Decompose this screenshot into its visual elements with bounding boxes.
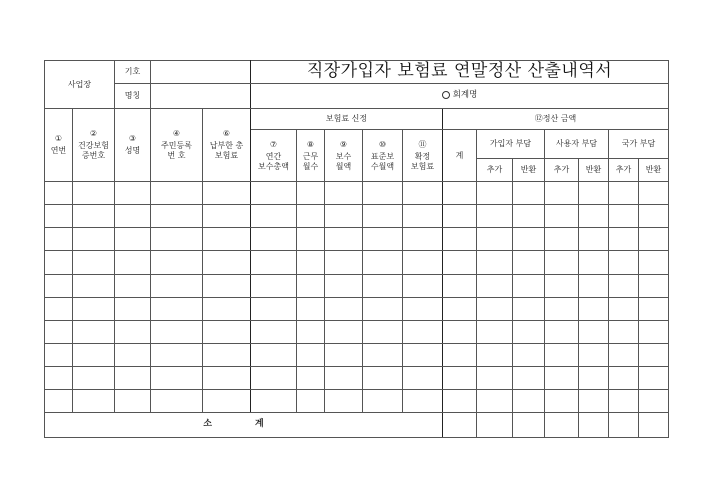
table-cell[interactable] [73, 343, 115, 366]
table-cell[interactable] [115, 228, 151, 251]
table-cell[interactable] [545, 343, 579, 366]
table-cell[interactable] [251, 228, 297, 251]
table-cell[interactable] [545, 251, 579, 274]
table-cell[interactable] [297, 205, 325, 228]
table-cell[interactable] [325, 389, 363, 412]
header-work-months: ⑧ 근무 월수 [297, 130, 325, 182]
table-cell[interactable] [363, 366, 403, 389]
header-monthly-pay: ⑨ 보수 월액 [325, 130, 363, 182]
table-cell[interactable] [403, 389, 443, 412]
table-cell[interactable] [443, 320, 477, 343]
table-cell[interactable] [151, 182, 203, 205]
table-cell[interactable] [545, 182, 579, 205]
table-cell[interactable] [513, 251, 545, 274]
workplace-label: 사업장 [45, 61, 115, 109]
table-cell[interactable] [609, 205, 639, 228]
table-cell[interactable] [297, 389, 325, 412]
table-row [45, 389, 669, 412]
data-rows [45, 182, 669, 413]
table-cell[interactable] [363, 389, 403, 412]
table-row [45, 297, 669, 320]
table-cell[interactable] [513, 274, 545, 297]
table-cell[interactable] [325, 274, 363, 297]
table-cell[interactable] [639, 389, 669, 412]
table-cell[interactable] [477, 366, 513, 389]
table-cell[interactable] [403, 297, 443, 320]
table-cell[interactable] [251, 366, 297, 389]
table-cell[interactable] [203, 320, 251, 343]
table-row [45, 343, 669, 366]
table-cell[interactable] [443, 389, 477, 412]
circle-icon[interactable] [442, 91, 450, 99]
table-cell[interactable] [115, 343, 151, 366]
header-state-share: 국가 부담 [609, 130, 669, 159]
subtotal-cell[interactable] [513, 412, 545, 437]
table-cell[interactable] [609, 251, 639, 274]
header-person-name: ③ 성명 [115, 109, 151, 182]
table-cell[interactable] [363, 228, 403, 251]
table-cell[interactable] [73, 274, 115, 297]
table-cell[interactable] [297, 320, 325, 343]
table-cell[interactable] [151, 228, 203, 251]
table-cell[interactable] [115, 297, 151, 320]
table-cell[interactable] [73, 320, 115, 343]
table-cell[interactable] [73, 389, 115, 412]
table-cell[interactable] [609, 297, 639, 320]
table-cell[interactable] [545, 320, 579, 343]
table-cell[interactable] [609, 182, 639, 205]
subtotal-label-cell [45, 412, 443, 437]
table-cell[interactable] [45, 343, 73, 366]
table-cell[interactable] [73, 297, 115, 320]
header-state-add: 추가 [609, 159, 639, 182]
table-cell[interactable] [403, 251, 443, 274]
header-insurance-no: ② 건강보험 증번호 [73, 109, 115, 182]
subtotal-cell[interactable] [639, 412, 669, 437]
table-cell[interactable] [73, 205, 115, 228]
form-table [44, 60, 669, 438]
table-cell[interactable] [403, 205, 443, 228]
table-cell[interactable] [297, 228, 325, 251]
table-cell[interactable] [325, 343, 363, 366]
table-cell[interactable] [513, 205, 545, 228]
table-cell[interactable] [251, 320, 297, 343]
table-cell[interactable] [115, 251, 151, 274]
table-cell[interactable] [203, 343, 251, 366]
table-cell[interactable] [45, 182, 73, 205]
table-cell[interactable] [579, 205, 609, 228]
table-cell[interactable] [545, 297, 579, 320]
header-serial: ① 연번 [45, 109, 73, 182]
header-premium-report: 보험료 신정 [251, 109, 443, 130]
table-cell[interactable] [325, 228, 363, 251]
table-cell[interactable] [579, 297, 609, 320]
table-cell[interactable] [477, 320, 513, 343]
table-cell[interactable] [403, 228, 443, 251]
table-cell[interactable] [443, 182, 477, 205]
table-cell[interactable] [297, 297, 325, 320]
table-cell[interactable] [45, 320, 73, 343]
settlement-form [44, 60, 668, 438]
table-cell[interactable] [251, 343, 297, 366]
table-cell[interactable] [639, 274, 669, 297]
table-cell[interactable] [151, 251, 203, 274]
header-resident-no: ④ 주민등록 번 호 [151, 109, 203, 182]
table-cell[interactable] [251, 297, 297, 320]
table-cell[interactable] [477, 182, 513, 205]
table-cell[interactable] [513, 320, 545, 343]
table-cell[interactable] [45, 228, 73, 251]
table-cell[interactable] [251, 205, 297, 228]
subtotal-cell[interactable] [477, 412, 513, 437]
header-confirmed-premium: ⑪ 확정 보험료 [403, 130, 443, 182]
table-cell[interactable] [609, 228, 639, 251]
table-cell[interactable] [203, 251, 251, 274]
table-cell[interactable] [297, 343, 325, 366]
table-cell[interactable] [325, 182, 363, 205]
table-cell[interactable] [545, 274, 579, 297]
table-cell[interactable] [45, 366, 73, 389]
header-subscriber-add: 추가 [477, 159, 513, 182]
table-cell[interactable] [297, 182, 325, 205]
table-cell[interactable] [477, 274, 513, 297]
table-cell[interactable] [443, 297, 477, 320]
table-row [45, 251, 669, 274]
subtotal-cell[interactable] [579, 412, 609, 437]
table-cell[interactable] [513, 228, 545, 251]
header-annual-pay: ⑦ 연간 보수총액 [251, 130, 297, 182]
table-cell[interactable] [363, 297, 403, 320]
table-cell[interactable] [325, 297, 363, 320]
table-cell[interactable] [203, 274, 251, 297]
header-employer-add: 추가 [545, 159, 579, 182]
table-cell[interactable] [73, 251, 115, 274]
table-cell[interactable] [443, 205, 477, 228]
table-cell[interactable] [45, 251, 73, 274]
table-cell[interactable] [115, 389, 151, 412]
table-cell[interactable] [545, 366, 579, 389]
table-cell[interactable] [639, 366, 669, 389]
account-cell [251, 84, 669, 109]
table-cell[interactable] [363, 182, 403, 205]
name-label: 명칭 [115, 84, 151, 109]
table-cell[interactable] [115, 205, 151, 228]
subtotal-label: 소 계 [203, 419, 284, 430]
table-cell[interactable] [325, 205, 363, 228]
table-cell[interactable] [151, 320, 203, 343]
table-cell[interactable] [403, 274, 443, 297]
table-cell[interactable] [203, 366, 251, 389]
table-cell[interactable] [579, 320, 609, 343]
table-cell[interactable] [545, 389, 579, 412]
table-cell[interactable] [639, 343, 669, 366]
table-cell[interactable] [443, 343, 477, 366]
table-cell[interactable] [579, 274, 609, 297]
header-sum: 계 [443, 130, 477, 182]
table-cell[interactable] [403, 320, 443, 343]
table-cell[interactable] [513, 182, 545, 205]
table-cell[interactable] [579, 366, 609, 389]
table-cell[interactable] [363, 274, 403, 297]
table-cell[interactable] [115, 182, 151, 205]
table-row [45, 274, 669, 297]
table-cell[interactable] [609, 389, 639, 412]
table-cell[interactable] [579, 228, 609, 251]
table-cell[interactable] [251, 274, 297, 297]
table-cell[interactable] [609, 343, 639, 366]
table-cell[interactable] [203, 297, 251, 320]
table-cell[interactable] [639, 228, 669, 251]
table-cell[interactable] [151, 205, 203, 228]
table-cell[interactable] [151, 366, 203, 389]
table-cell[interactable] [443, 251, 477, 274]
table-cell[interactable] [297, 251, 325, 274]
table-cell[interactable] [73, 366, 115, 389]
table-cell[interactable] [545, 228, 579, 251]
header-total-paid: ⑥ 납부한 총 보험료 [203, 109, 251, 182]
table-cell[interactable] [45, 389, 73, 412]
header-employer-share: 사용자 부담 [545, 130, 609, 159]
table-cell[interactable] [151, 297, 203, 320]
table-cell[interactable] [513, 389, 545, 412]
table-cell[interactable] [203, 182, 251, 205]
header-standard-pay: ⑩ 표준보 수월액 [363, 130, 403, 182]
table-cell[interactable] [325, 320, 363, 343]
table-cell[interactable] [363, 251, 403, 274]
header-subscriber-share: 가입자 부담 [477, 130, 545, 159]
table-cell[interactable] [443, 274, 477, 297]
table-row [45, 366, 669, 389]
table-cell[interactable] [151, 274, 203, 297]
table-cell[interactable] [403, 366, 443, 389]
table-cell[interactable] [609, 366, 639, 389]
table-cell[interactable] [115, 366, 151, 389]
table-cell[interactable] [579, 251, 609, 274]
table-row [45, 182, 669, 205]
table-cell[interactable] [443, 228, 477, 251]
table-cell[interactable] [609, 274, 639, 297]
table-cell[interactable] [639, 297, 669, 320]
table-cell[interactable] [73, 228, 115, 251]
table-cell[interactable] [477, 389, 513, 412]
table-cell[interactable] [477, 343, 513, 366]
table-cell[interactable] [203, 389, 251, 412]
table-cell[interactable] [477, 251, 513, 274]
table-cell[interactable] [115, 274, 151, 297]
table-cell[interactable] [477, 228, 513, 251]
table-cell[interactable] [403, 182, 443, 205]
subtotal-cell[interactable] [545, 412, 579, 437]
form-title: 직장가입자 보험료 연말정산 산출내역서 [306, 61, 613, 82]
table-cell[interactable] [639, 182, 669, 205]
table-cell[interactable] [151, 343, 203, 366]
table-cell[interactable] [639, 205, 669, 228]
table-cell[interactable] [477, 297, 513, 320]
table-cell[interactable] [513, 366, 545, 389]
table-row [45, 205, 669, 228]
subtotal-cell[interactable] [443, 412, 477, 437]
table-cell[interactable] [363, 205, 403, 228]
table-cell[interactable] [73, 182, 115, 205]
header-settlement-amount: ⑫정산 금액 [443, 109, 669, 130]
header-state-refund: 반환 [639, 159, 669, 182]
table-cell[interactable] [579, 182, 609, 205]
table-cell[interactable] [297, 274, 325, 297]
table-row [45, 320, 669, 343]
form-title-cell [251, 61, 669, 84]
table-cell[interactable] [45, 274, 73, 297]
table-cell[interactable] [45, 205, 73, 228]
table-cell[interactable] [513, 297, 545, 320]
table-cell[interactable] [609, 320, 639, 343]
name-value[interactable] [151, 84, 251, 109]
table-cell[interactable] [579, 389, 609, 412]
table-cell[interactable] [251, 389, 297, 412]
table-row [45, 228, 669, 251]
table-cell[interactable] [251, 182, 297, 205]
table-cell[interactable] [297, 366, 325, 389]
table-cell[interactable] [363, 320, 403, 343]
table-cell[interactable] [403, 343, 443, 366]
table-cell[interactable] [203, 205, 251, 228]
subtotal-cell[interactable] [609, 412, 639, 437]
symbol-value[interactable] [151, 61, 251, 84]
account-label: 회계명 [452, 89, 478, 100]
table-cell[interactable] [363, 343, 403, 366]
table-cell[interactable] [443, 366, 477, 389]
table-cell[interactable] [203, 228, 251, 251]
table-cell[interactable] [325, 366, 363, 389]
table-cell[interactable] [477, 205, 513, 228]
symbol-label: 기호 [115, 61, 151, 84]
table-cell[interactable] [115, 320, 151, 343]
table-cell[interactable] [639, 251, 669, 274]
header-subscriber-refund: 반환 [513, 159, 545, 182]
table-cell[interactable] [251, 251, 297, 274]
table-cell[interactable] [639, 320, 669, 343]
table-cell[interactable] [325, 251, 363, 274]
table-cell[interactable] [513, 343, 545, 366]
table-cell[interactable] [545, 205, 579, 228]
table-cell[interactable] [579, 343, 609, 366]
table-cell[interactable] [45, 297, 73, 320]
table-cell[interactable] [151, 389, 203, 412]
header-employer-refund: 반환 [579, 159, 609, 182]
